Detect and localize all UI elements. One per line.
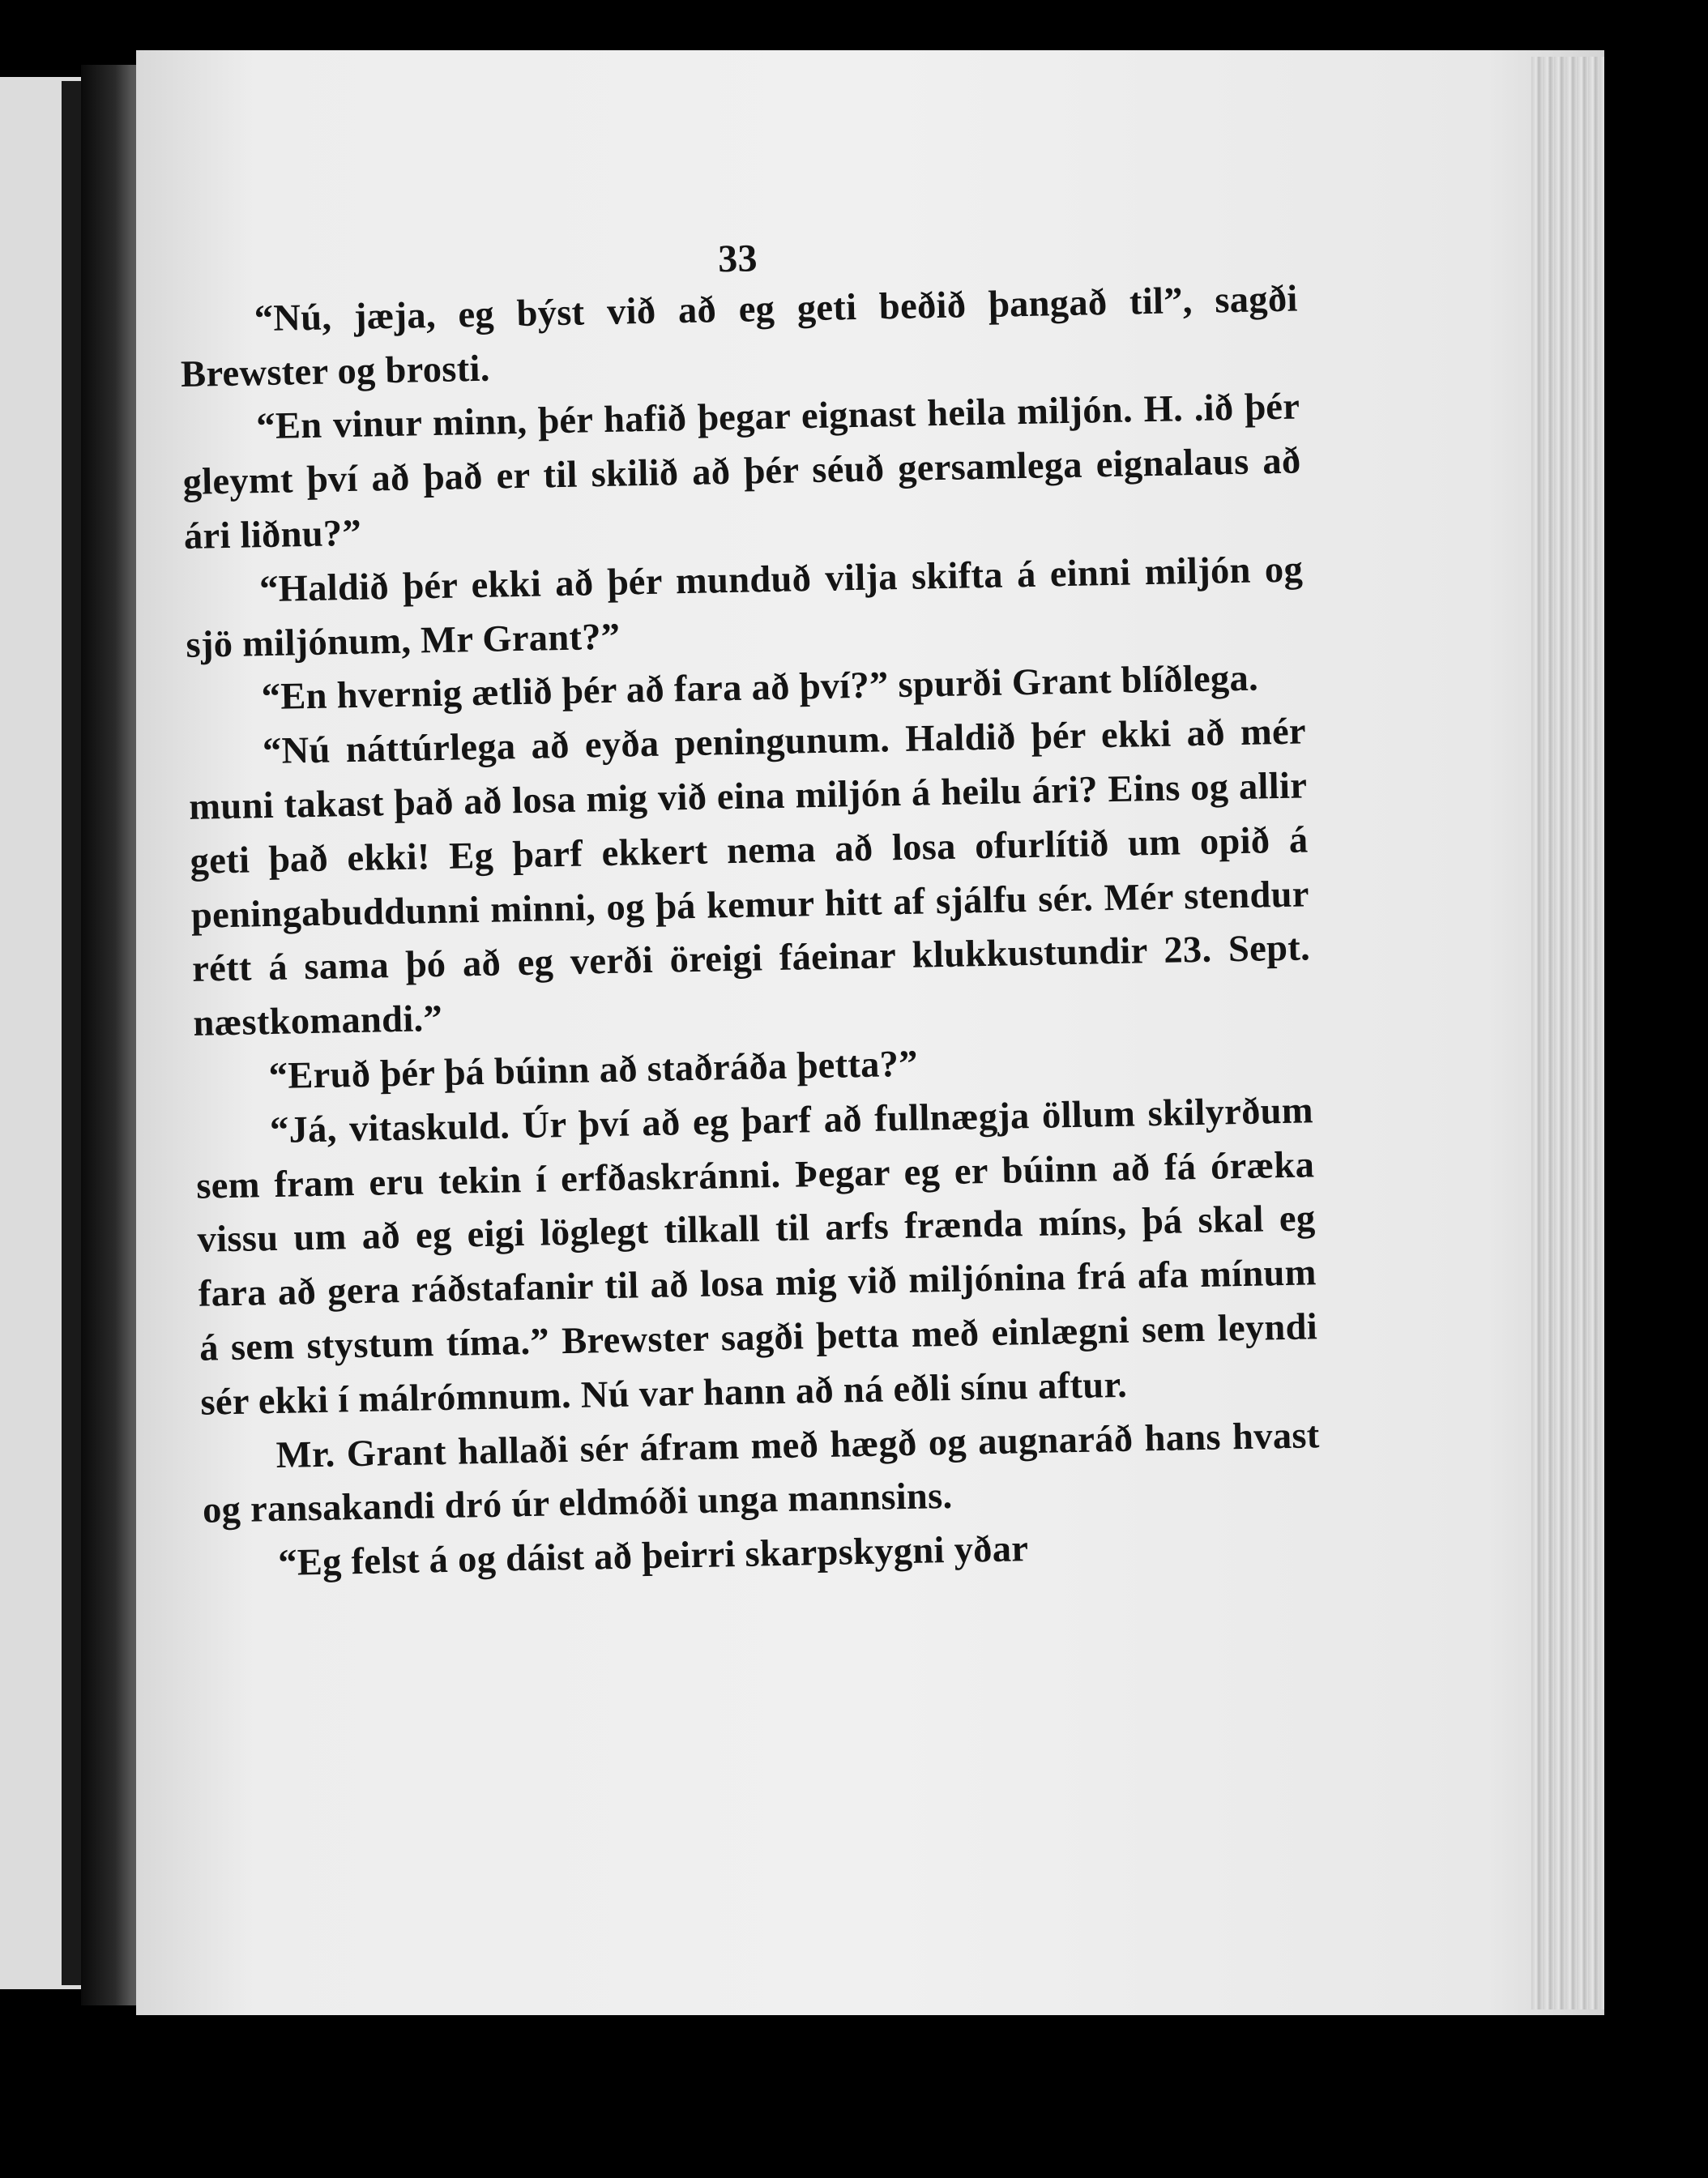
page-number: 33 bbox=[717, 237, 758, 281]
paragraph: “Haldið þér ekki að þér munduð vilja skifta á einni miljón og sjö miljónum, Mr Grant?” bbox=[186, 549, 1304, 666]
paragraph: “En vinur minn, þér hafið þegar eignast heila miljón. H. .ið þér gleymt því að það er til skilið að þér séuð gersamlega eignalaus að ári liðnu?” bbox=[182, 386, 1301, 557]
paragraph: “Nú náttúrlega að eyða peningunum. Haldið þér ekki að mér muni takast það að losa mig við eina miljón á heilu ári? Eins og allir geti það ekki! Eg þarf ekkert nema að losa ofurlítið um opið á peningabuddunni minni, og þá kemur hitt af sjálfu sér. Mér stendur rétt á sama þó að eg verði öreigi fáeinar klukkustundir 23. Sept. næstkomandi.” bbox=[188, 711, 1311, 1044]
paragraph: “Eg felst á og dáist að þeirri skarpskygni yðar bbox=[277, 1528, 1029, 1585]
paragraph: “Já, vitaskuld. Úr því að eg þarf að fullnægja öllum skilyrðum sem fram eru tekin í erfðaskránni. Þegar eg er búinn að fá óræka vissu um að eg eigi löglegt tilkall til arfs frænda míns, þá skal eg fara að gera ráðstafanir til að losa mig við miljónina frá afa mínum á sem stystum tíma.” Brewster sagði þetta með einlægni sem leyndi sér ekki í málrómnum. Nú var hann að ná eðli sínu aftur. bbox=[195, 1090, 1318, 1424]
page-edges bbox=[1531, 57, 1604, 2009]
paragraph: “Nú, jæja, eg býst við að eg geti beðið þangað til”, sagði Brewster og brosti. bbox=[180, 278, 1299, 395]
paragraph: “En hvernig ætlið þér að fara að því?” spurði Grant blíðlega. bbox=[261, 657, 1259, 719]
paragraph: Mr. Grant hallaði sér áfram með hægð og augnaráð hans hvast og ransakandi dró úr eldmóði unga mannsins. bbox=[202, 1414, 1320, 1532]
page-text-block bbox=[178, 222, 1322, 1593]
paragraph: “Eruð þér þá búinn að staðráða þetta?” bbox=[268, 1043, 919, 1097]
book-spine bbox=[81, 65, 138, 2005]
